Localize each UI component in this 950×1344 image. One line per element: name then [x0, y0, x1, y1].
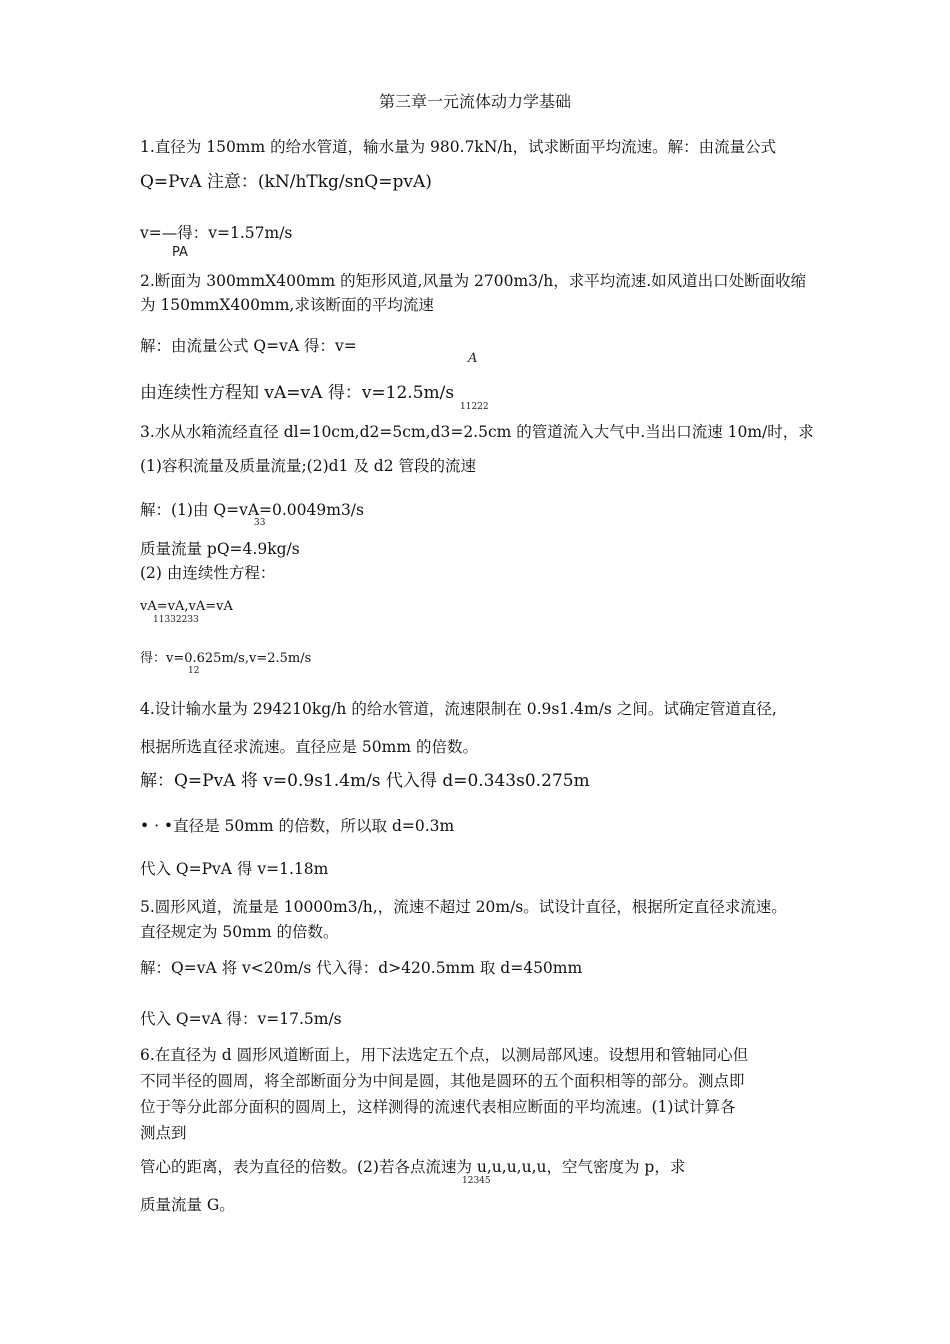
problem-6-line-3: 位于等分此部分面积的圆周上，这样测得的流速代表相应断面的平均流速。(1)试计算各: [140, 1098, 736, 1116]
problem-3-result: 得：v=0.625m/s,v=2.5m/s: [140, 651, 312, 666]
chapter-title: 第三章一元流体动力学基础: [378, 92, 571, 111]
problem-5-line-2: 直径规定为 50mm 的倍数。: [140, 923, 339, 941]
problem-3-solution-1: 解：(1)由 Q=vA=0.0049m3/s: [140, 501, 364, 519]
problem-1-line-1: 1.直径为 150mm 的给水管道，输水量为 980.7kN/h，试求断面平均流速。解：由流量公式: [140, 138, 777, 156]
problem-1-answer: v=—得：v=1.57m/s: [140, 224, 293, 242]
problem-2-continuity: 由连续性方程知 vA=vA 得：v=12.5m/s: [140, 383, 455, 403]
problem-3-mass-flow: 质量流量 pQ=4.9kg/s: [140, 540, 300, 558]
problem-6-line-1: 6.在直径为 d 圆形风道断面上，用下法选定五个点，以测局部风速。设想用和管轴同心但: [140, 1046, 749, 1064]
problem-4-solution: 解：Q=PvA 将 v=0.9s1.4m/s 代入得 d=0.343s0.275m: [140, 771, 590, 791]
subscripts-1: 11222: [460, 402, 489, 412]
problem-6-line-5: 管心的距离，表为直径的倍数。(2)若各点流速为 u,u,u,u,u，空气密度为 p，求: [140, 1158, 686, 1176]
problem-5-solution: 解：Q=vA 将 v<20m/s 代入得：d>420.5mm 取 d=450mm: [140, 959, 583, 977]
fraction-denominator-a: A: [468, 351, 478, 366]
problem-6-line-4: 测点到: [140, 1124, 187, 1142]
subscripts-3: 11332233: [153, 615, 199, 625]
problem-2-line-1: 2.断面为 300mmX400mm 的矩形风道,风量为 2700m3/h，求平均流速.如风道出口处断面收缩: [140, 272, 807, 290]
fraction-denominator: PA: [172, 245, 188, 260]
problem-6-line-6: 质量流量 G。: [140, 1196, 235, 1214]
problem-1-line-2: Q=PvA 注意：(kN/hTkg/snQ=pvA): [140, 172, 432, 192]
subscripts-4: 12: [188, 666, 200, 676]
problem-4-velocity: 代入 Q=PvA 得 v=1.18m: [140, 860, 329, 878]
problem-6-line-2: 不同半径的圆周，将全部断面分为中间是圆，其他是圆环的五个面积相等的部分。测点即: [140, 1072, 745, 1090]
problem-3-solution-2: (2) 由连续性方程：: [140, 564, 276, 582]
problem-3-continuity: vA=vA,vA=vA: [140, 599, 233, 614]
subscripts-2: 33: [254, 518, 266, 528]
problem-5-line-1: 5.圆形风道，流量是 10000m3/h,，流速不超过 20m/s。试设计直径，根据所定直径求流速。: [140, 898, 787, 916]
problem-4-diameter: • · •直径是 50mm 的倍数，所以取 d=0.3m: [140, 817, 455, 835]
problem-3-line-1: 3.水从水箱流经直径 dl=10cm,d2=5cm,d3=2.5cm 的管道流入大气中.当出口流速 10m/时，求: [140, 423, 814, 441]
problem-4-line-2: 根据所选直径求流速。直径应是 50mm 的倍数。: [140, 738, 478, 756]
subscripts-5: 12345: [462, 1176, 491, 1186]
problem-5-velocity: 代入 Q=vA 得：v=17.5m/s: [140, 1010, 342, 1028]
problem-4-line-1: 4.设计输水量为 294210kg/h 的给水管道，流速限制在 0.9s1.4m/s 之间。试确定管道直径,: [140, 700, 777, 718]
problem-2-solution: 解：由流量公式 Q=vA 得：v=: [140, 337, 357, 355]
problem-2-line-2: 为 150mmX400mm,求该断面的平均流速: [140, 296, 434, 314]
problem-3-line-2: (1)容积流量及质量流量;(2)d1 及 d2 管段的流速: [140, 457, 476, 475]
